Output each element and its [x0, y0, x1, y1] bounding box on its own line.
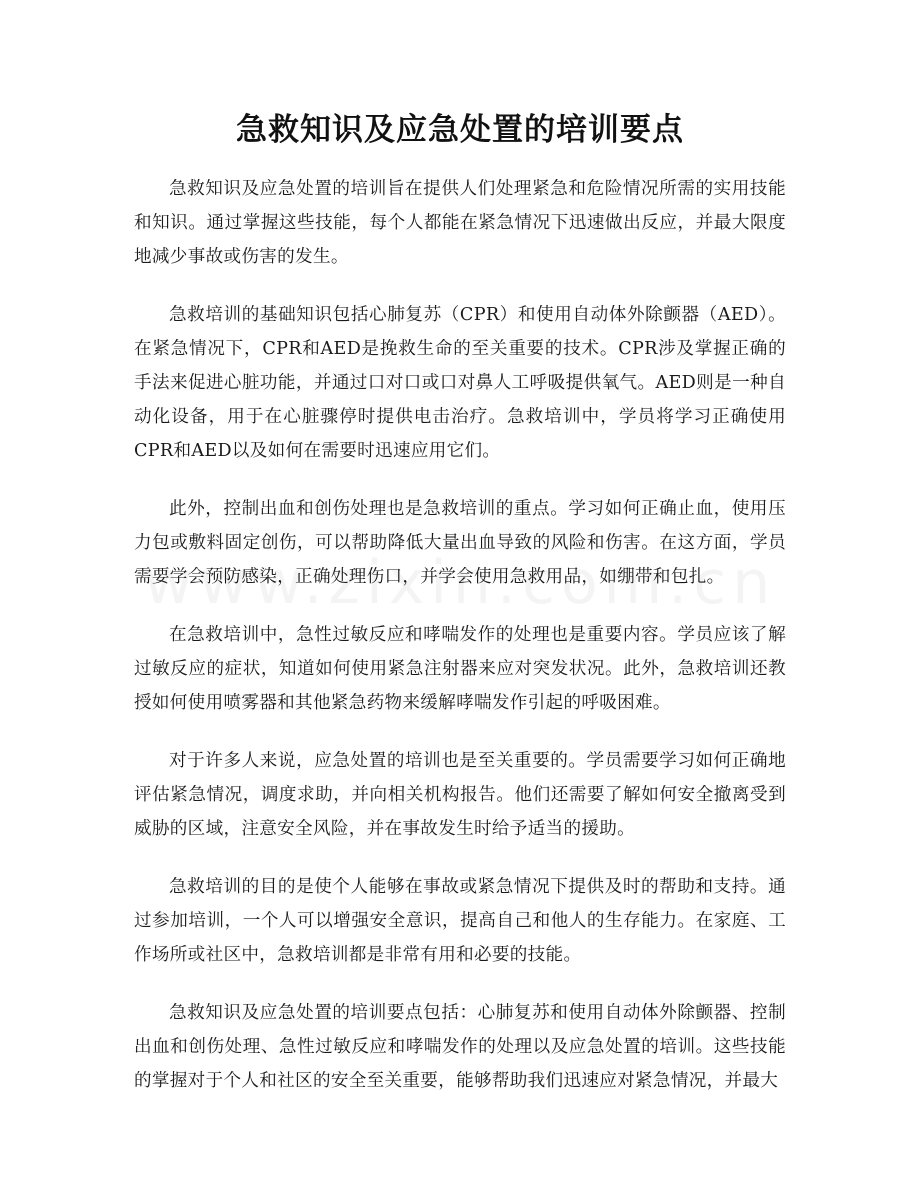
paragraph: 在急救培训中，急性过敏反应和哮喘发作的处理也是重要内容。学员应该了解过敏反应的症状，知道如何使用紧急注射器来应对突发状况。此外，急救培训还教授如何使用喷雾器和其他紧急药物来缓解哮喘发作引起的呼吸困难。: [134, 625, 786, 713]
document-body: [134, 172, 786, 1122]
paragraph: 急救培训的目的是使个人能够在事故或紧急情况下提供及时的帮助和支持。通过参加培训，一个人可以增强安全意识，提高自己和他人的生存能力。在家庭、工作场所或社区中，急救培训都是非常有用和必要的技能。: [134, 877, 786, 965]
paragraph: 对于许多人来说，应急处置的培训也是至关重要的。学员需要学习如何正确地评估紧急情况，调度求助，并向相关机构报告。他们还需要了解如何安全撤离受到威胁的区域，注意安全风险，并在事故发生时给予适当的援助。: [134, 751, 786, 839]
paragraph: 急救知识及应急处置的培训要点包括：心肺复苏和使用自动体外除颤器、控制出血和创伤处理、急性过敏反应和哮喘发作的处理以及应急处置的培训。这些技能的掌握对于个人和社区的安全至关重要，能够帮助我们迅速应对紧急情况，并最大: [134, 1003, 786, 1091]
paragraph: 急救培训的基础知识包括心肺复苏（CPR）和使用自动体外除颤器（AED）。在紧急情况下，CPR和AED是挽救生命的至关重要的技术。CPR涉及掌握正确的手法来促进心脏功能，并通过口对口或口对鼻人工呼吸提供氧气。AED则是一种自动化设备，用于在心脏骤停时提供电击治疗。急救培训中，学员将学习正确使用CPR和AED以及如何在需要时迅速应用它们。: [134, 305, 786, 461]
paragraph: 此外，控制出血和创伤处理也是急救培训的重点。学习如何正确止血，使用压力包或敷料固定创伤，可以帮助降低大量出血导致的风险和伤害。在这方面，学员需要学会预防感染，正确处理伤口，并学会使用急救用品，如绷带和包扎。: [134, 499, 786, 587]
paragraph: 急救知识及应急处置的培训旨在提供人们处理紧急和危险情况所需的实用技能和知识。通过掌握这些技能，每个人都能在紧急情况下迅速做出反应，并最大限度地减少事故或伤害的发生。: [134, 179, 786, 267]
document-title: 急救知识及应急处置的培训要点: [236, 112, 684, 148]
